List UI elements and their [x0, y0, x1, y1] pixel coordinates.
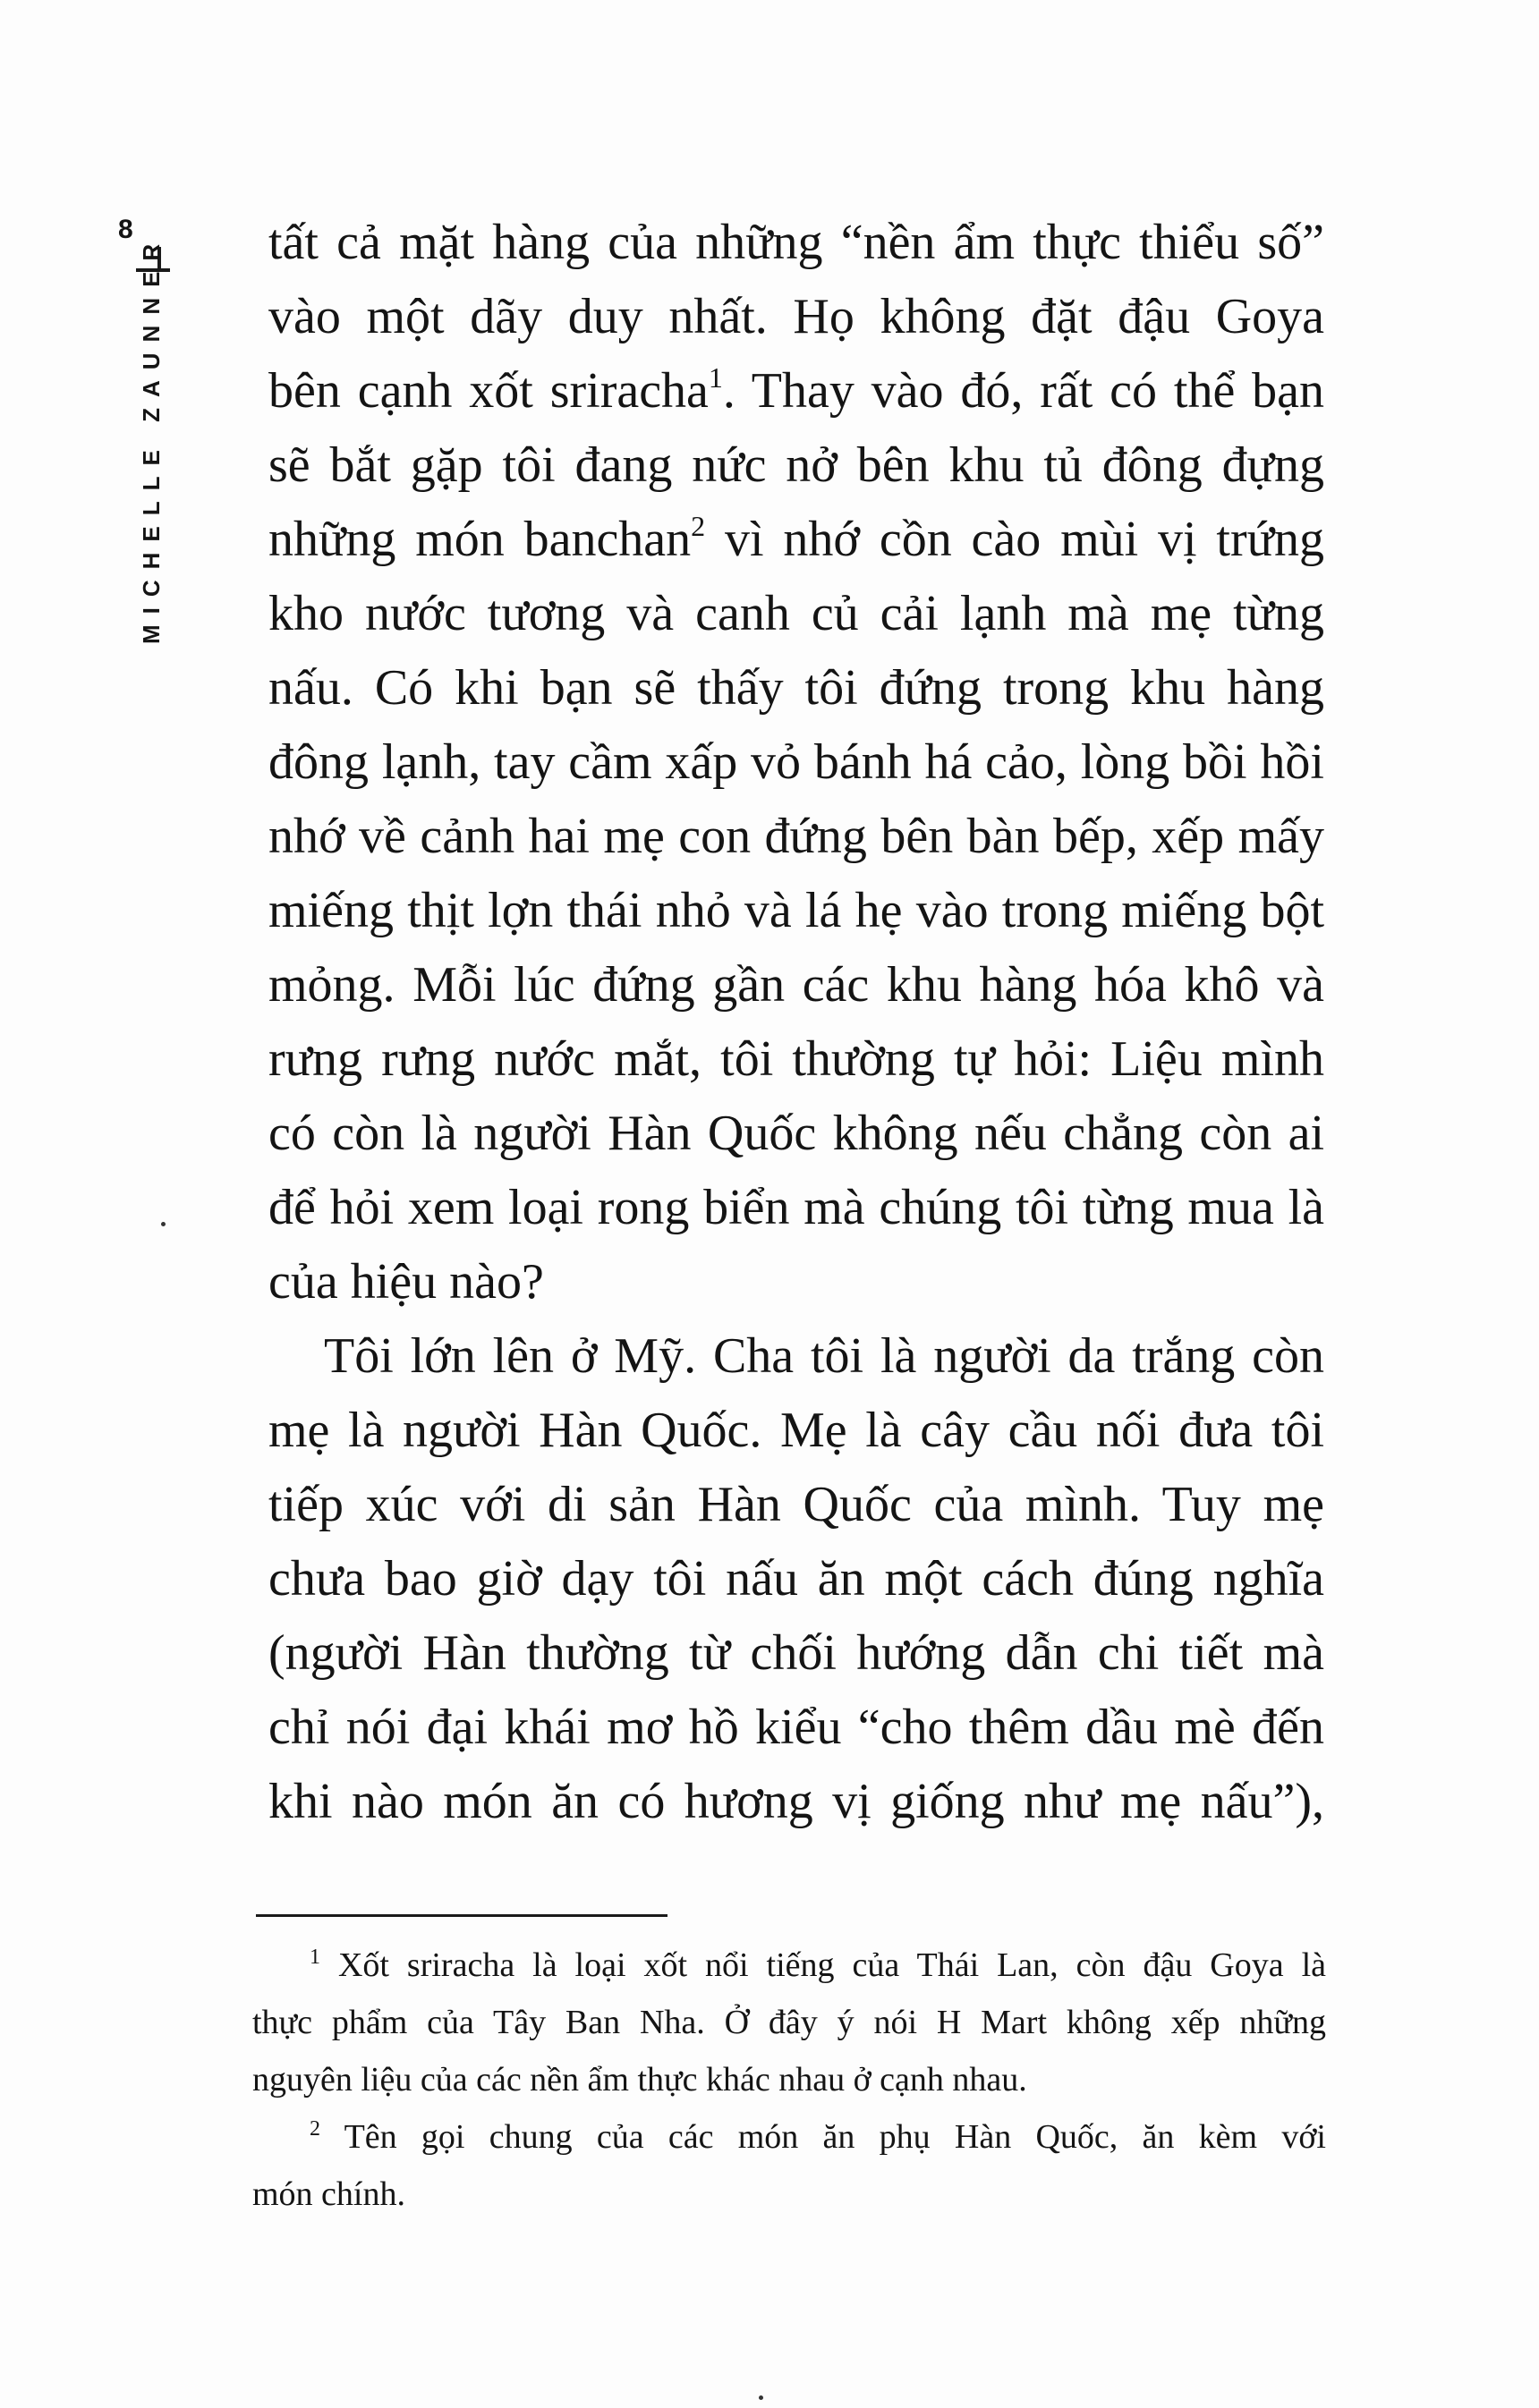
- footnote-rule: [256, 1914, 667, 1917]
- scan-speck: [759, 2395, 763, 2400]
- footnote-2-line: $^2$ Tên gọi chung của các món ăn phụ Hàn Quốc, ăn kèm với: [310, 2117, 1326, 2156]
- text-line: chưa bao giờ dạy tôi nấu ăn một cách đúng nghĩa: [268, 1551, 1324, 1607]
- text-line: nấu. Có khi bạn sẽ thấy tôi đứng trong khu hàng: [268, 660, 1324, 716]
- text-line: của hiệu nào?: [268, 1254, 544, 1310]
- text-line: rưng rưng nước mắt, tôi thường tự hỏi: Liệu mình: [268, 1031, 1324, 1087]
- text-line: mỏng. Mỗi lúc đứng gần các khu hàng hóa khô và: [268, 957, 1324, 1013]
- body-text: [268, 206, 1324, 1839]
- text-line: Tôi lớn lên ở Mỹ. Cha tôi là người da trắng còn: [324, 1328, 1324, 1384]
- text-line: miếng thịt lợn thái nhỏ và lá hẹ vào trong miếng bột: [268, 883, 1324, 938]
- text-line: khi nào món ăn có hương vị giống như mẹ nấu”),: [268, 1774, 1324, 1829]
- text-line: sẽ bắt gặp tôi đang nức nở bên khu tủ đông đựng: [268, 437, 1324, 493]
- text-line: vào một dãy duy nhất. Họ không đặt đậu Goya: [268, 289, 1324, 344]
- page-number: 8: [118, 215, 133, 244]
- text-line: chỉ nói đại khái mơ hồ kiểu “cho thêm dầu mè đến: [268, 1700, 1324, 1755]
- text-line: bên cạnh xốt sriracha$^1$. Thay vào đó, rất có thể bạn: [268, 361, 1325, 419]
- footnote-mark-1: 1: [310, 1946, 320, 1969]
- text-line: (người Hàn thường từ chối hướng dẫn chi tiết mà: [268, 1625, 1324, 1681]
- footnote-2-line: món chính.: [252, 2175, 405, 2213]
- text-line: kho nước tương và canh củ cải lạnh mà mẹ từng: [268, 586, 1324, 641]
- footnote-1-line: nguyên liệu của các nền ẩm thực khác nhau ở cạnh nhau.: [252, 2061, 1027, 2099]
- footnote-1-line: thực phẩm của Tây Ban Nha. Ở đây ý nói H Mart không xếp những: [252, 2004, 1326, 2041]
- text-line: đông lạnh, tay cầm xấp vỏ bánh há cảo, lòng bồi hồi: [268, 734, 1324, 790]
- footnote-ref-1[interactable]: 1: [708, 361, 723, 394]
- text-line: để hỏi xem loại rong biển mà chúng tôi từng mua là: [268, 1180, 1324, 1235]
- text-line: có còn là người Hàn Quốc không nếu chẳng còn ai: [268, 1106, 1324, 1161]
- footnotes: [252, 1937, 1326, 2223]
- text-line: những món banchan$^2$ vì nhớ cồn cào mùi vị trứng: [268, 510, 1324, 567]
- text-line: tất cả mặt hàng của những “nền ẩm thực thiểu số”: [268, 215, 1324, 270]
- scan-speck: [161, 1222, 166, 1226]
- footnote-1-line: $^1$ Xốt sriracha là loại xốt nổi tiếng của Thái Lan, còn đậu Goya là: [310, 1946, 1326, 1984]
- text-line: nhớ về cảnh hai mẹ con đứng bên bàn bếp, xếp mấy: [268, 809, 1324, 864]
- footnote-mark-2: 2: [310, 2117, 320, 2141]
- text-line: tiếp xúc với di sản Hàn Quốc của mình. Tuy mẹ: [268, 1477, 1324, 1532]
- running-head-author: MICHELLE ZAUNNER: [138, 233, 165, 644]
- footnote-ref-2[interactable]: 2: [691, 510, 706, 542]
- text-line: mẹ là người Hàn Quốc. Mẹ là cây cầu nối đưa tôi: [268, 1403, 1324, 1458]
